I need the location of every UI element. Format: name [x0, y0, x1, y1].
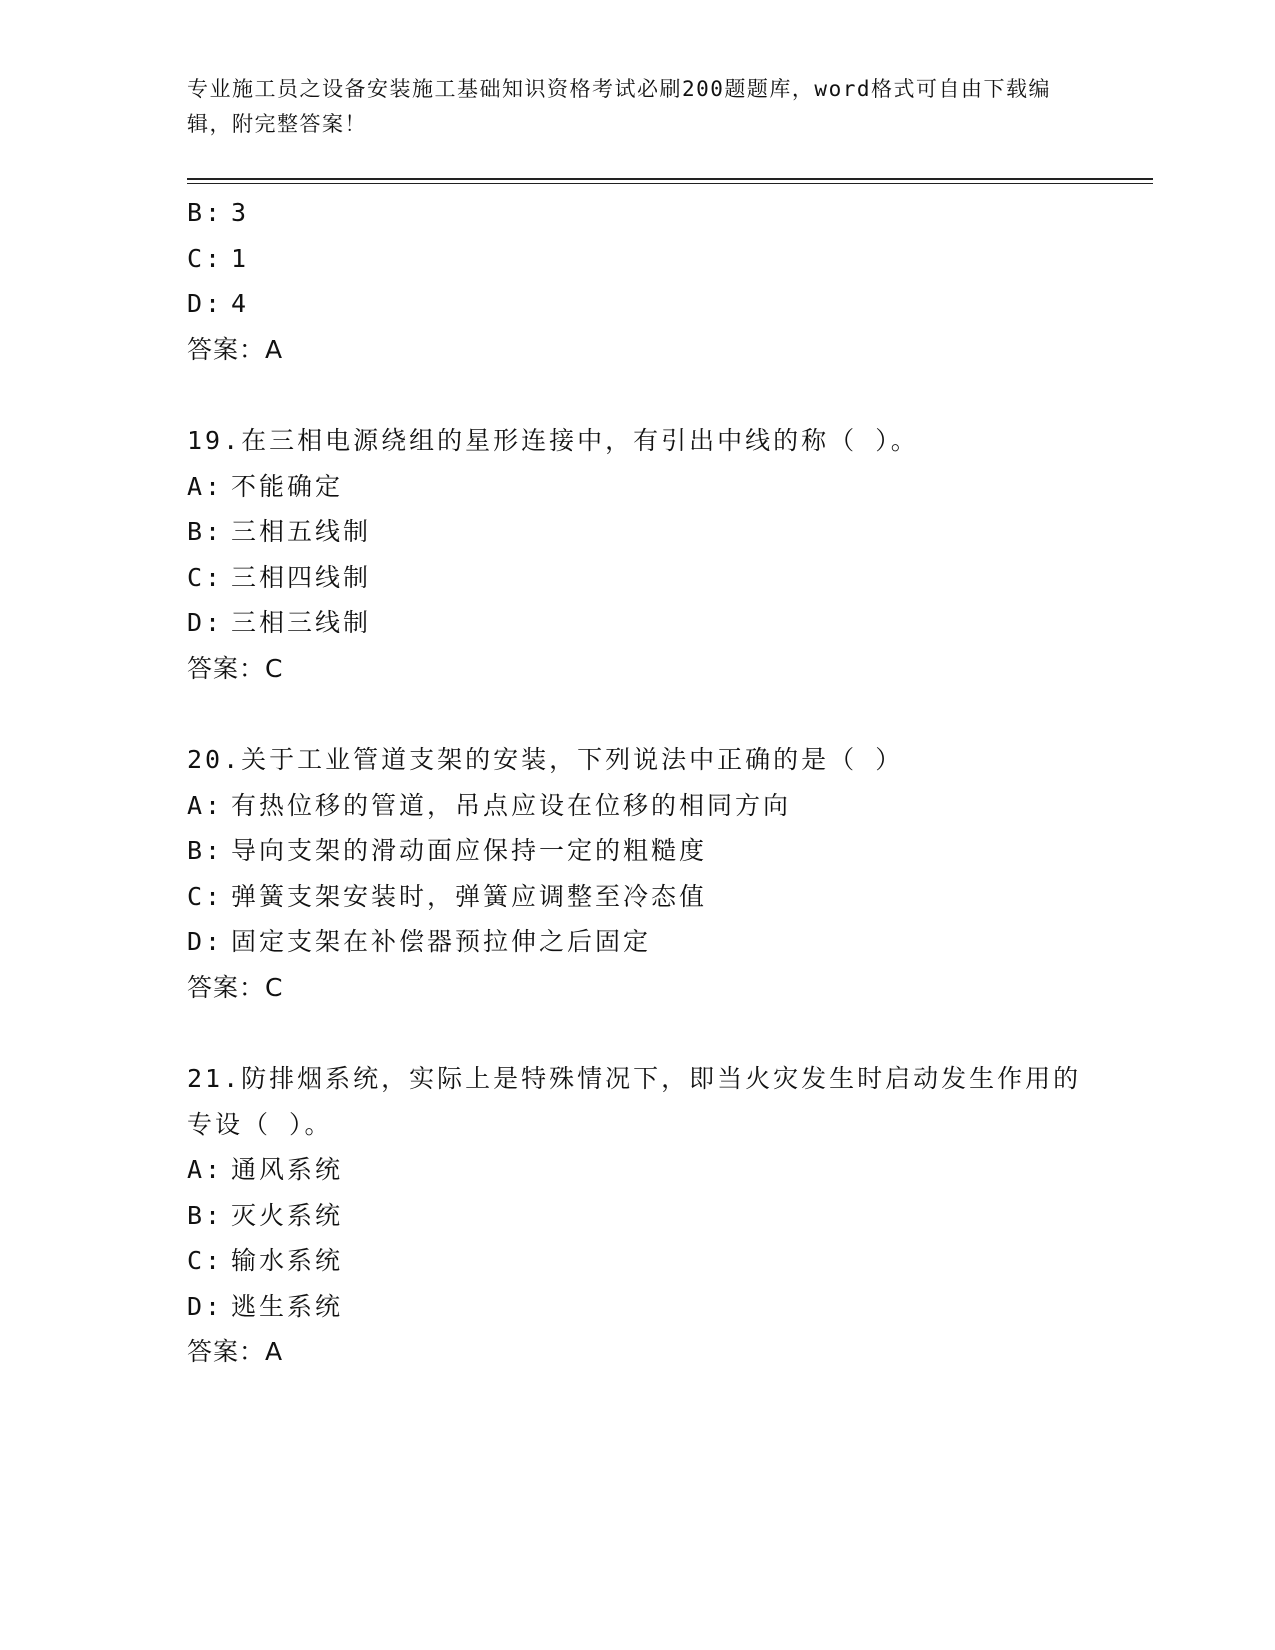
option-key: D:	[187, 608, 224, 637]
option-d	[187, 1284, 1087, 1330]
option-key: A:	[187, 1155, 224, 1184]
option-key: B:	[187, 836, 224, 865]
option-key: D:	[187, 927, 224, 956]
option-a	[187, 783, 1087, 829]
spacer	[187, 372, 1087, 418]
option-key: B:	[187, 198, 224, 227]
question-stem: 20.关于工业管道支架的安装，下列说法中正确的是（ ）	[187, 745, 904, 774]
option-key: B:	[187, 517, 224, 546]
option-b	[187, 509, 1087, 555]
option-key: C:	[187, 881, 224, 911]
option-d	[187, 600, 1087, 646]
option-text: 导向支架的滑动面应保持一定的粗糙度	[231, 836, 708, 865]
option-c	[187, 1238, 1087, 1284]
question-stem: 19.在三相电源绕组的星形连接中，有引出中线的称（ ）。	[187, 426, 919, 455]
option-b	[187, 828, 1087, 874]
option-a	[187, 1147, 1087, 1193]
question-list	[187, 190, 1087, 1375]
question-stem: 21.防排烟系统，实际上是特殊情况下，即当火灾发生时启动发生作用的专设（ ）。	[187, 1064, 1082, 1139]
option-text: 4	[231, 289, 250, 318]
option-key: A:	[187, 471, 224, 501]
answer: 答案：A	[187, 334, 284, 364]
option-text: 1	[231, 243, 250, 273]
option-text: 固定支架在补偿器预拉伸之后固定	[231, 927, 652, 956]
option-key: C:	[187, 1246, 224, 1275]
document-header: 专业施工员之设备安装施工基础知识资格考试必刷200题题库，word格式可自由下载编辑，附完整答案！	[187, 77, 1051, 136]
option-text: 通风系统	[231, 1155, 344, 1184]
option-key: B:	[187, 1200, 224, 1230]
header-divider-thin	[187, 183, 1153, 184]
option-text: 灭火系统	[231, 1200, 344, 1230]
option-text: 弹簧支架安装时，弹簧应调整至冷态值	[231, 881, 708, 911]
question-20	[187, 737, 1087, 1010]
option-text: 输水系统	[231, 1246, 344, 1275]
spacer	[187, 1010, 1087, 1056]
option-b	[187, 1193, 1087, 1239]
question-18-continued	[187, 190, 1087, 372]
option-key: C:	[187, 243, 224, 273]
option-text: 不能确定	[231, 471, 344, 501]
option-c	[187, 555, 1087, 601]
option-text: 3	[231, 198, 250, 227]
option-text: 有热位移的管道，吊点应设在位移的相同方向	[231, 790, 792, 820]
answer: 答案：A	[187, 1337, 284, 1366]
option-b	[187, 190, 1087, 236]
answer: 答案：C	[187, 653, 284, 683]
option-key: A:	[187, 790, 224, 820]
spacer	[187, 691, 1087, 737]
answer: 答案：C	[187, 972, 284, 1002]
question-21	[187, 1056, 1087, 1375]
option-key: C:	[187, 562, 224, 592]
option-key: D:	[187, 1291, 224, 1321]
option-c	[187, 236, 1087, 282]
option-key: D:	[187, 289, 224, 318]
option-c	[187, 874, 1087, 920]
option-d	[187, 281, 1087, 327]
option-text: 三相三线制	[231, 608, 372, 637]
question-19	[187, 418, 1087, 691]
header-divider-thick	[187, 178, 1153, 180]
option-text: 三相四线制	[231, 562, 372, 592]
option-d	[187, 919, 1087, 965]
option-text: 三相五线制	[231, 517, 372, 546]
option-text: 逃生系统	[231, 1291, 344, 1321]
option-a	[187, 464, 1087, 510]
